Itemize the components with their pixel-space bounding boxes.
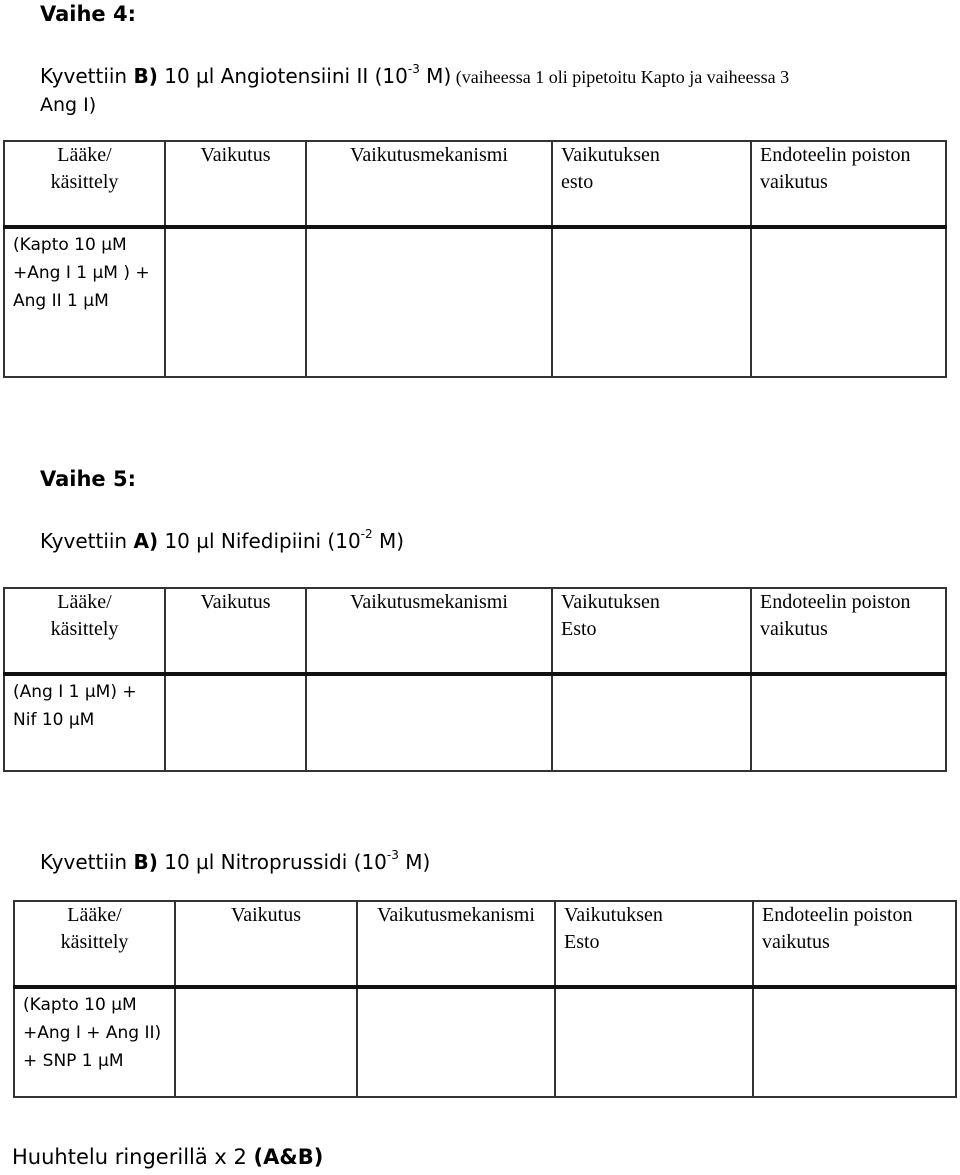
vaihe5b-instruction xyxy=(40,850,430,874)
header-vaikutuksen-esto: Vaikutuksen Esto xyxy=(552,588,751,674)
vaihe4-main: 10 µl Angiotensiini II (10 xyxy=(157,64,408,88)
rinse-text: Huuhtelu ringerillä x 2 xyxy=(12,1145,254,1169)
header-laake: Lääke/ käsittely xyxy=(4,588,165,674)
header-vaikutus: Vaikutus xyxy=(165,588,306,674)
vaihe4-instruction-line2: Ang I) xyxy=(40,94,97,116)
rinse-cuvettes: (A&B) xyxy=(253,1145,324,1169)
row-label-line: (Kapto 10 µM xyxy=(23,995,137,1015)
rinse-instruction xyxy=(12,1145,323,1169)
vaihe4-prefix: Kyvettiin xyxy=(40,64,134,88)
vaihe4-note: (vaiheessa 1 oli pipetoitu Kapto ja vaiheessa 3 xyxy=(451,67,790,87)
vaihe5-cuvette: A) xyxy=(133,529,159,553)
row-label-line: Ang II 1 µM xyxy=(13,291,109,311)
row-label-line: +Ang I 1 µM ) + xyxy=(13,263,150,283)
header-vaikutus: Vaikutus xyxy=(175,901,357,987)
row-label-cell xyxy=(4,227,165,377)
vaihe5b-close: M) xyxy=(398,850,431,874)
answer-cell-esto[interactable] xyxy=(555,987,753,1097)
answer-cell-vaikutus[interactable] xyxy=(175,987,357,1097)
header-vaikutuksen-esto: Vaikutuksen Esto xyxy=(555,901,753,987)
vaihe4-instruction xyxy=(40,64,789,88)
row-label-line: Nif 10 µM xyxy=(13,710,95,730)
vaihe5b-main: 10 µl Nitroprussidi (10 xyxy=(157,850,387,874)
vaihe4-cuvette: B) xyxy=(133,64,158,88)
vaihe5-data-row xyxy=(4,674,946,771)
vaihe5b-prefix: Kyvettiin xyxy=(40,850,134,874)
vaihe4-header-row xyxy=(4,141,946,227)
answer-cell-endoteeli[interactable] xyxy=(753,987,956,1097)
header-vaikutus: Vaikutus xyxy=(165,141,306,227)
row-label-cell xyxy=(14,987,175,1097)
answer-cell-mekanismi[interactable] xyxy=(306,227,552,377)
row-label-line: (Ang I 1 µM) + xyxy=(13,682,137,702)
header-vaikutusmekanismi: Vaikutusmekanismi xyxy=(357,901,555,987)
vaihe5b-data-row xyxy=(14,987,956,1097)
header-endoteeli: Endoteelin poiston vaikutus xyxy=(751,588,946,674)
vaihe4-table xyxy=(3,140,947,378)
answer-cell-esto[interactable] xyxy=(552,674,751,771)
vaihe5b-table xyxy=(13,900,957,1098)
vaihe5-header-row xyxy=(4,588,946,674)
vaihe5-instruction xyxy=(40,529,404,553)
header-laake: Lääke/ käsittely xyxy=(4,141,165,227)
row-label-line: (Kapto 10 µM xyxy=(13,235,127,255)
vaihe5-main: 10 µl Nifedipiini (10 xyxy=(158,529,361,553)
answer-cell-endoteeli[interactable] xyxy=(751,674,946,771)
answer-cell-esto[interactable] xyxy=(552,227,751,377)
row-label-line: +Ang I + Ang II) xyxy=(23,1023,162,1043)
vaihe5-exponent: -2 xyxy=(360,527,373,542)
header-vaikutusmekanismi: Vaikutusmekanismi xyxy=(306,588,552,674)
header-laake: Lääke/ käsittely xyxy=(14,901,175,987)
header-vaikutuksen-esto: Vaikutuksen esto xyxy=(552,141,751,227)
vaihe5b-cuvette: B) xyxy=(133,850,158,874)
vaihe4-data-row xyxy=(4,227,946,377)
vaihe5b-exponent: -3 xyxy=(386,848,399,863)
answer-cell-endoteeli[interactable] xyxy=(751,227,946,377)
answer-cell-vaikutus[interactable] xyxy=(165,674,306,771)
vaihe4-close: M) xyxy=(419,64,452,88)
row-label-line: + SNP 1 µM xyxy=(23,1051,124,1071)
vaihe4-exponent: -3 xyxy=(407,62,420,77)
vaihe5b-header-row xyxy=(14,901,956,987)
header-vaikutusmekanismi: Vaikutusmekanismi xyxy=(306,141,552,227)
row-label-cell xyxy=(4,674,165,771)
vaihe4-heading: Vaihe 4: xyxy=(40,2,136,26)
answer-cell-vaikutus[interactable] xyxy=(165,227,306,377)
answer-cell-mekanismi[interactable] xyxy=(357,987,555,1097)
vaihe5-prefix: Kyvettiin xyxy=(40,529,134,553)
answer-cell-mekanismi[interactable] xyxy=(306,674,552,771)
vaihe5-close: M) xyxy=(372,529,405,553)
vaihe5-heading: Vaihe 5: xyxy=(40,467,136,491)
vaihe5-table xyxy=(3,587,947,772)
header-endoteeli: Endoteelin poiston vaikutus xyxy=(753,901,956,987)
header-endoteeli: Endoteelin poiston vaikutus xyxy=(751,141,946,227)
